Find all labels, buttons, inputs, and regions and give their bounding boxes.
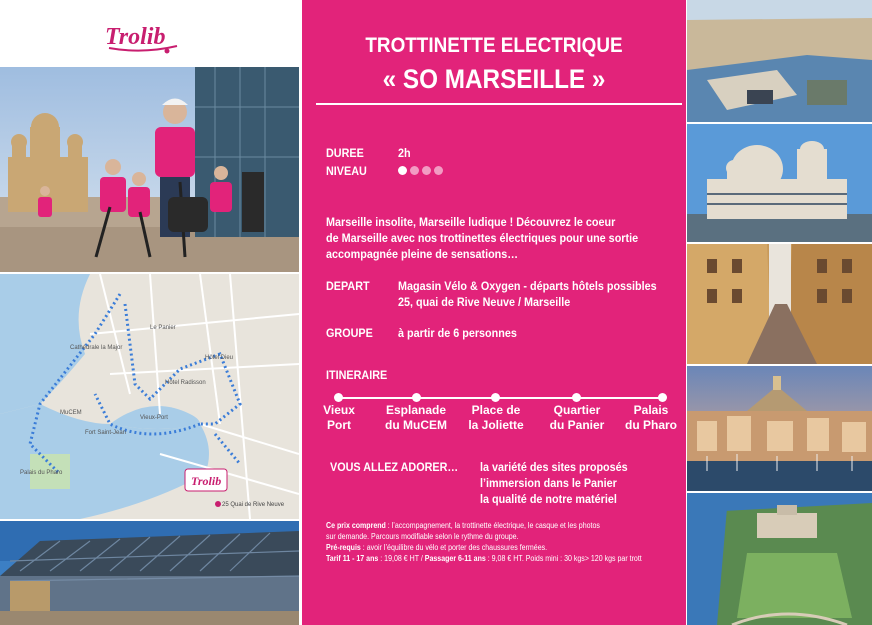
svg-text:MuCEM: MuCEM (60, 410, 82, 416)
stop-pharo: Palais du Pharo (624, 403, 677, 432)
departure-label: DEPART (326, 279, 370, 293)
group-label: GROUPE (326, 326, 373, 340)
level-dot (422, 166, 431, 175)
timeline-stop-dot (491, 393, 500, 402)
departure-line2: 25, quai de Rive Neuve / Marseille (398, 295, 571, 309)
duration-value: 2h (398, 146, 411, 160)
timeline-stop-dot (658, 393, 667, 402)
logo-text: Trolib (105, 24, 166, 50)
timeline-stop-dot (572, 393, 581, 402)
svg-text:Vieux-Port: Vieux-Port (140, 415, 168, 421)
fine-print: Ce prix comprend : l’accompagnement, la trottinette électrique, le casque et les photos sur demande. Parcours modifiable selon le rythme du groupe. Pré-requis : avoir l’équilibre du vélo et porter des chaussures fermées. Tarif 11 - 17 ans : 19,08 € HT / Passager 6-11 ans : 9,08 € HT. Poids mini : 30 kgs> 120 kgs par trott (326, 521, 642, 563)
highlight-item: l’immersion dans le Panier (480, 476, 617, 490)
intro-paragraph: Marseille insolite, Marseille ludique ! Découvrez le coeur de Marseille avec nos trottinettes électriques pour une sortie accompagnée pleine de sensations… (326, 215, 639, 261)
route-map (0, 274, 299, 519)
svg-text:Palais du Pharo: Palais du Pharo (20, 470, 63, 476)
stop-vieux-port: Vieux Port (323, 403, 355, 432)
stop-mucem: Esplanade du MuCEM (385, 403, 447, 432)
svg-text:Hôtel Dieu: Hôtel Dieu (205, 355, 234, 361)
highlight-item: la qualité de notre matériel (480, 492, 617, 506)
photo-aerial-port (687, 0, 872, 122)
photo-palais-pharo (687, 493, 872, 625)
level-indicator (398, 166, 443, 175)
stop-panier: Quartier du Panier (549, 403, 605, 432)
stop-joliette: Place de la Joliette (468, 403, 524, 432)
photo-scooter-riders (0, 67, 299, 272)
timeline-stop-dot (334, 393, 343, 402)
svg-text:Hôtel Radisson: Hôtel Radisson (165, 380, 206, 386)
svg-text:Cathédrale la Major: Cathédrale la Major (70, 345, 123, 351)
timeline-stop-dot (412, 393, 421, 402)
photo-mucem (0, 521, 299, 625)
title-line1: TROTTINETTE ELECTRIQUE (365, 34, 623, 57)
level-dot (410, 166, 419, 175)
itinerary-timeline (338, 397, 664, 399)
level-dot (398, 166, 407, 175)
photo-narrow-street (687, 244, 872, 364)
itinerary-label: ITINERAIRE (326, 368, 388, 382)
level-label: NIVEAU (326, 164, 367, 178)
svg-text:Le Panier: Le Panier (150, 325, 176, 331)
highlight-item: la variété des sites proposés (480, 460, 628, 474)
trolib-logo (103, 18, 183, 56)
departure-line1: Magasin Vélo & Oxygen - départs hôtels possibles (398, 279, 657, 293)
title-line2: « SO MARSEILLE » (382, 64, 606, 94)
duration-label: DUREE (326, 146, 364, 160)
map-marker-logo: Trolib (191, 474, 222, 488)
photo-vieux-port (687, 366, 872, 491)
highlights-list (480, 459, 628, 507)
level-dot (434, 166, 443, 175)
group-value: à partir de 6 personnes (398, 326, 517, 340)
svg-text:Fort Saint-Jean: Fort Saint-Jean (85, 430, 127, 436)
photo-cathedral (687, 124, 872, 242)
title-divider (316, 103, 682, 105)
highlights-label: VOUS ALLEZ ADORER… (330, 460, 459, 474)
map-marker-address: 25 Quai de Rive Neuve (222, 502, 285, 508)
info-panel (302, 0, 686, 625)
